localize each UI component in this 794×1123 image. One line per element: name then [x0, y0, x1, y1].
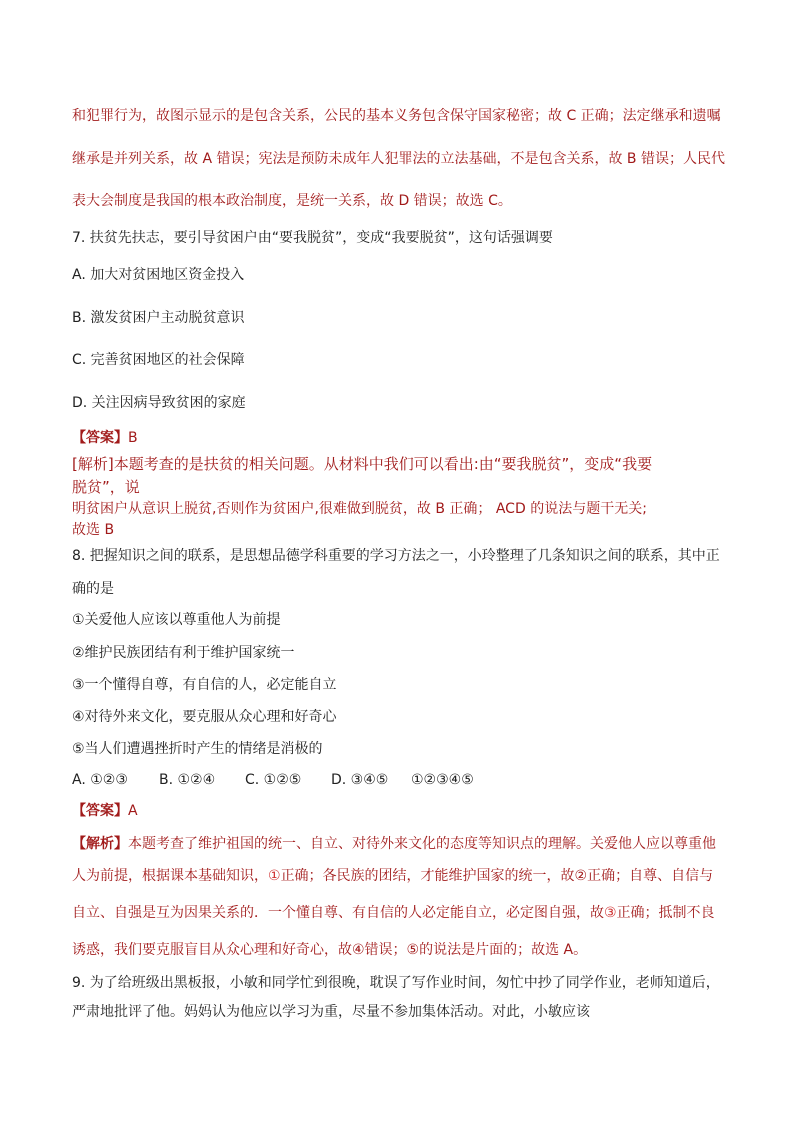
q9-stem: 9. 为了给班级出黑板报，小敏和同学忙到很晚，耽误了写作业时间，匆忙中抄了同学作业，老师知道后， [72, 975, 720, 991]
analysis-line: 和犯罪行为，故图示显示的是包含关系，公民的基本义务包含保守国家秘密；故 C 正确；法定继承和遗嘱 [72, 108, 721, 124]
q8-analysis-line [72, 904, 715, 922]
answer-value: A [128, 803, 138, 819]
q8-item: ①关爱他人应该以尊重他人为前提 [72, 612, 281, 628]
q8-analysis-line: 诱惑，我们要克服盲目从众心理和好奇心，故④错误；⑤的说法是片面的；故选 A。 [72, 942, 588, 958]
q7-analysis-line: [解析]本题考查的是扶贫的相关问题。从材料中我们可以看出:由“要我脱贫”，变成“我要 [72, 455, 653, 473]
q7-option-c: C. 完善贫困地区的社会保障 [72, 352, 245, 368]
q8-option-e: ①②③④⑤ [411, 772, 474, 788]
q7-option-b: B. 激发贫困户主动脱贫意识 [72, 310, 245, 326]
analysis-text: 人为前提，根据课本基础知识， [72, 868, 268, 884]
answer-label: 【答案】 [72, 430, 128, 446]
q8-analysis-line [72, 867, 713, 885]
q8-option-c: C. ①②⑤ [245, 772, 302, 788]
q8-item: ③一个懂得自尊，有自信的人，必定能自立 [72, 677, 337, 693]
q8-item: ④对待外来文化，要克服从众心理和好奇心 [72, 709, 337, 725]
q8-stem: 8. 把握知识之间的联系，是思想品德学科重要的学习方法之一，小玲整理了几条知识之间的联系，其中正 [72, 548, 720, 564]
q7-analysis-line: 脱贫”，说 [72, 478, 140, 496]
q8-analysis-line [72, 835, 716, 853]
analysis-line: 继承是并列关系，故 A 错误；宪法是预防未成年人犯罪法的立法基础，不是包含关系，故 B 错误；人民代 [72, 151, 725, 167]
answer-value: B [128, 430, 138, 446]
q8-option-a: A. ①②③ [72, 772, 128, 788]
q8-item: ②维护民族团结有利于维护国家统一 [72, 645, 295, 661]
q7-answer [72, 429, 138, 447]
q7-analysis-line: 明贫困户从意识上脱贫,否则作为贫困户,很难做到脱贫，故 B 正确； ACD 的说法与题干无关; [72, 501, 647, 517]
q7-analysis-line: 故选 B [72, 522, 115, 538]
q8-options [72, 771, 474, 789]
analysis-line: 表大会制度是我国的根本政治制度，是统一关系，故 D 错误；故选 C。 [72, 193, 512, 209]
q9-stem: 严肃地批评了他。妈妈认为他应以学习为重，尽量不参加集体活动。对此，小敏应该 [72, 1004, 590, 1020]
q8-answer [72, 802, 138, 820]
q8-option-d: D. ③④⑤ [331, 772, 389, 788]
q7-stem: 7. 扶贫先扶志，要引导贫困户由“要我脱贫”，变成“我要脱贫”，这句话强调要 [72, 230, 553, 246]
q8-stem: 确的是 [72, 581, 114, 597]
analysis-text: 正确；抵制不良 [616, 905, 715, 921]
q8-option-b: B. ①②④ [159, 772, 216, 788]
q7-option-a: A. 加大对贫困地区资金投入 [72, 267, 245, 283]
analysis-text: 本题考查了维护祖国的统一、自立、对待外来文化的态度等知识点的理解。关爱他人应以尊重他 [128, 836, 716, 852]
q7-option-d: D. 关注因病导致贫困的家庭 [72, 395, 246, 411]
analysis-label: 【解析】 [72, 836, 128, 852]
analysis-text: 自立、自强是互为因果关系的．一个懂自尊、有自信的人必定能自立，必定图自强，故 [72, 905, 604, 921]
analysis-highlight: ① [268, 868, 281, 884]
q8-item: ⑤当人们遭遇挫折时产生的情绪是消极的 [72, 741, 323, 757]
answer-label: 【答案】 [72, 803, 128, 819]
analysis-text: 正确；各民族的团结，才能维护国家的统一，故②正确；自尊、自信与 [280, 868, 714, 884]
analysis-highlight: ③ [604, 905, 617, 921]
